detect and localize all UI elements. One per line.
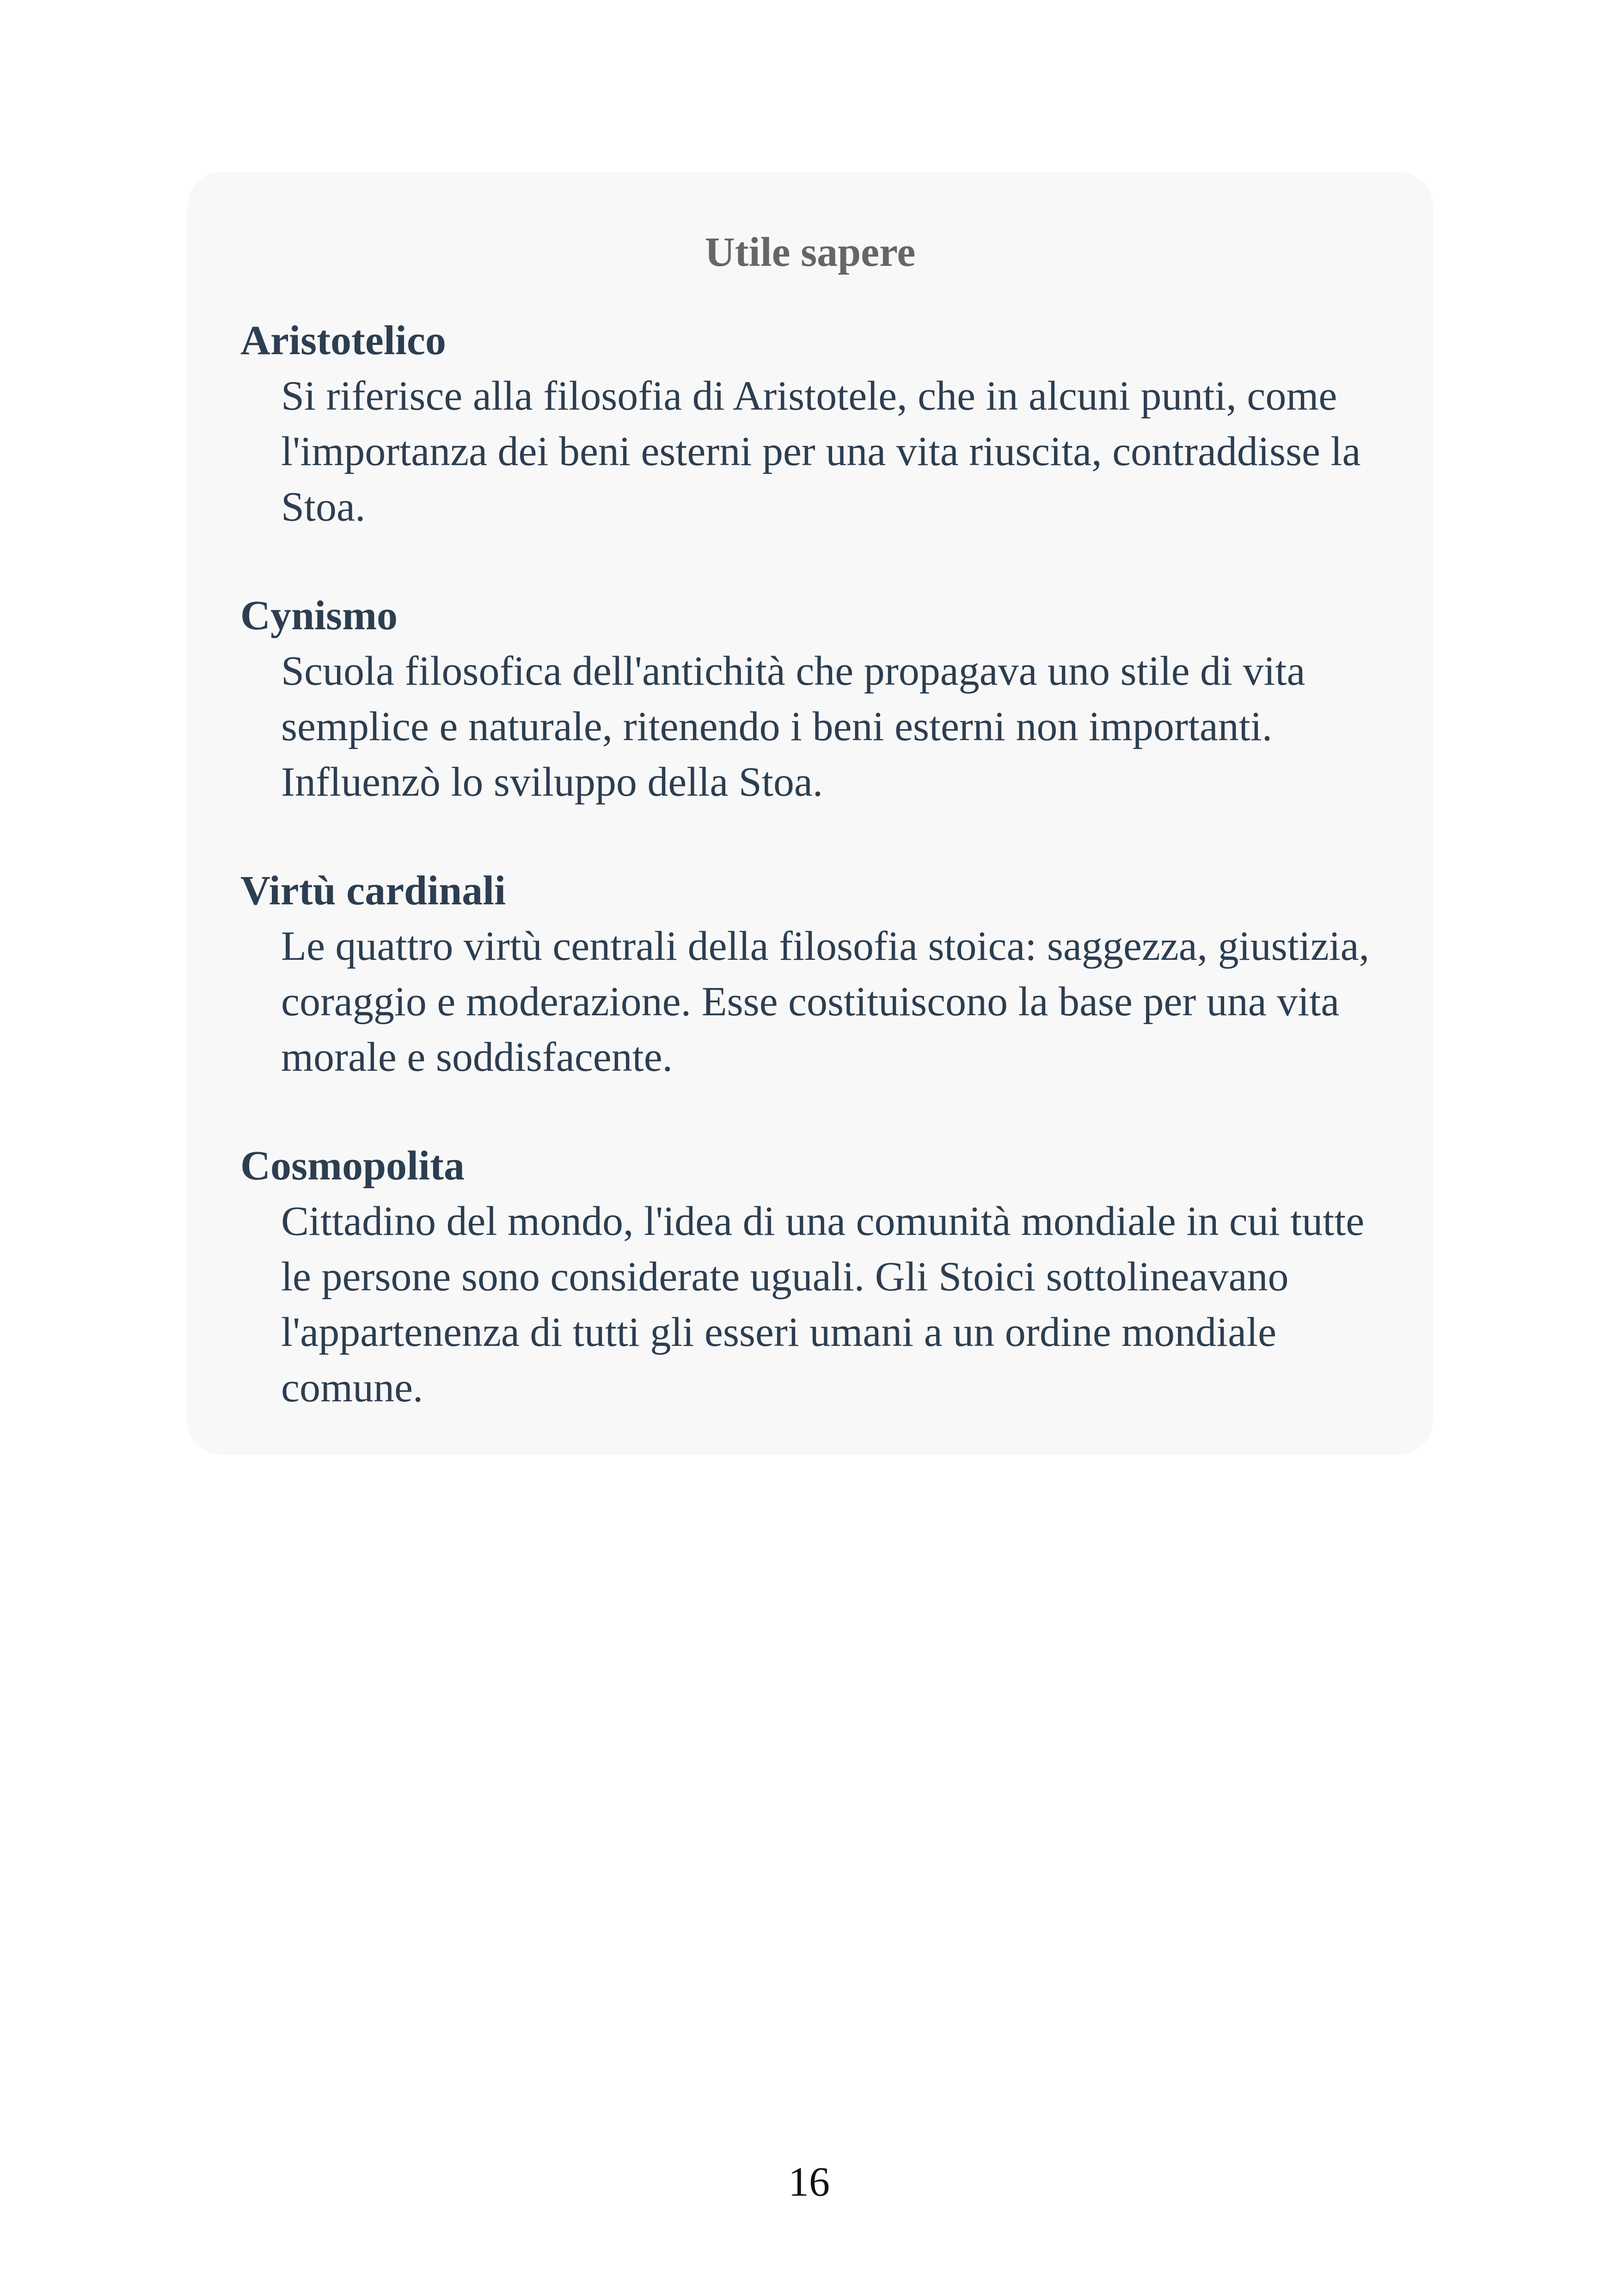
glossary-term: Cynismo bbox=[240, 593, 398, 638]
glossary-entry bbox=[240, 1138, 1405, 1416]
glossary-entry bbox=[240, 313, 1405, 535]
glossary-list bbox=[240, 313, 1405, 1416]
glossary-term: Aristotelico bbox=[240, 318, 446, 363]
glossary-definition: Scuola filosofica dell'antichità che propagava uno stile di vita semplice e naturale, ritenendo i beni esterni non importanti. Influenzò lo sviluppo della Stoa. bbox=[281, 648, 1305, 805]
glossary-definition: Le quattro virtù centrali della filosofia stoica: saggezza, giustizia, coraggio e moderazione. Esse costituiscono la base per una vita morale e soddisfacente. bbox=[281, 923, 1370, 1080]
box-title: Utile sapere bbox=[705, 229, 916, 275]
glossary-definition: Cittadino del mondo, l'idea di una comunità mondiale in cui tutte le persone sono considerate uguali. Gli Stoici sottolineavano l'appartenenza di tutti gli esseri umani a un ordine mondiale comune. bbox=[281, 1198, 1365, 1411]
glossary-term: Virtù cardinali bbox=[240, 868, 506, 914]
glossary-term: Cosmopolita bbox=[240, 1143, 465, 1189]
glossary-entry bbox=[240, 863, 1405, 1085]
info-box bbox=[187, 172, 1433, 1455]
glossary-definition: Si riferisce alla filosofia di Aristotele, che in alcuni punti, come l'importanza dei beni esterni per una vita riuscita, contraddisse la Stoa. bbox=[281, 373, 1361, 530]
page-number: 16 bbox=[788, 2159, 830, 2205]
glossary-entry bbox=[240, 588, 1405, 810]
